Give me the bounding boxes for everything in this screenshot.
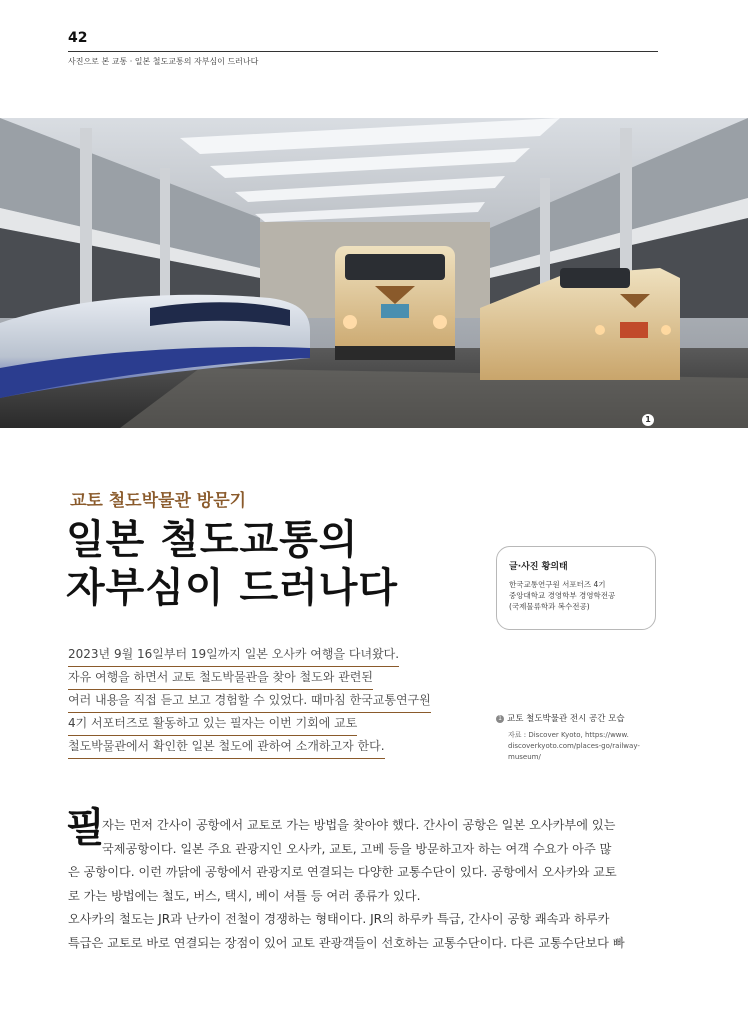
body-line: 자는 먼저 간사이 공항에서 교토로 가는 방법을 찾아야 했다. 간사이 공항은 일본 오사카부에 있는 — [102, 818, 616, 832]
headline-line-2: 자부심이 드러나다 — [66, 565, 399, 611]
page-header — [68, 30, 658, 66]
author-affiliation-2: 중앙대학교 경영학부 경영학전공 — [509, 591, 616, 600]
article-headline — [66, 516, 398, 612]
article-kicker: 교토 철도박물관 방문기 — [70, 491, 247, 511]
body-line: 특급은 교토로 바로 연결되는 장점이 있어 교토 관광객들이 선호하는 교통수단이다. 다른 교통수단보다 빠 — [68, 935, 625, 950]
caption-source-line: museum/ — [508, 753, 541, 761]
caption-source — [496, 730, 656, 763]
lead-line: 4기 서포터즈로 활동하고 있는 필자는 이번 기회에 교토 — [68, 712, 357, 736]
author-box — [496, 546, 656, 630]
lead-line: 2023년 9월 16일부터 19일까지 일본 오사카 여행을 다녀왔다. — [68, 643, 399, 667]
author-affiliation-3: (국제물류학과 복수전공) — [509, 602, 590, 611]
body-text — [68, 814, 660, 955]
section-breadcrumb: 사진으로 본 교통 · 일본 철도교통의 자부심이 드러나다 — [68, 57, 259, 66]
page-number: 42 — [68, 30, 88, 46]
caption-source-line: discoverkyoto.com/places-go/railway- — [508, 742, 640, 750]
lead-line: 여러 내용을 직접 듣고 보고 경험할 수 있었다. 때마침 한국교통연구원 — [68, 689, 431, 713]
caption-title — [496, 712, 656, 724]
photo-caption — [496, 712, 656, 763]
author-affiliation-1: 한국교통연구원 서포터즈 4기 — [509, 580, 606, 589]
lead-paragraph — [68, 643, 448, 758]
header-divider — [68, 51, 658, 52]
body-line: 오사카의 철도는 JR과 난카이 전철이 경쟁하는 형태이다. JR의 하루카 특급, 간사이 공항 쾌속과 하루카 — [68, 912, 610, 926]
museum-photo — [0, 118, 748, 428]
headline-line-1: 일본 철도교통의 — [66, 517, 359, 563]
body-line: 은 공항이다. 이런 까닭에 공항에서 관광지로 연결되는 다양한 교통수단이 있다. 공항에서 오사카와 교토 — [68, 865, 617, 879]
photo-number-badge: 1 — [642, 414, 654, 426]
lead-line: 철도박물관에서 확인한 일본 철도에 관하여 소개하고자 한다. — [68, 735, 385, 759]
drop-cap: 필 — [66, 805, 105, 851]
body-line: 국제공항이다. 일본 주요 관광지인 오사카, 교토, 고베 등을 방문하고자 하는 여객 수요가 아주 많 — [102, 841, 612, 856]
body-line: 로 가는 방법에는 철도, 버스, 택시, 베이 셔틀 등 여러 종류가 있다. — [68, 888, 421, 903]
lead-line: 자유 여행을 하면서 교토 철도박물관을 찾아 철도와 관련된 — [68, 666, 373, 690]
caption-number: 1 — [496, 715, 504, 723]
museum-photo-illustration — [0, 118, 748, 428]
caption-title-text: 교토 철도박물관 전시 공간 모습 — [507, 714, 625, 724]
author-name: 글·사진 황의태 — [509, 562, 568, 572]
caption-source-line: 자료 : Discover Kyoto, https://www. — [508, 731, 629, 739]
